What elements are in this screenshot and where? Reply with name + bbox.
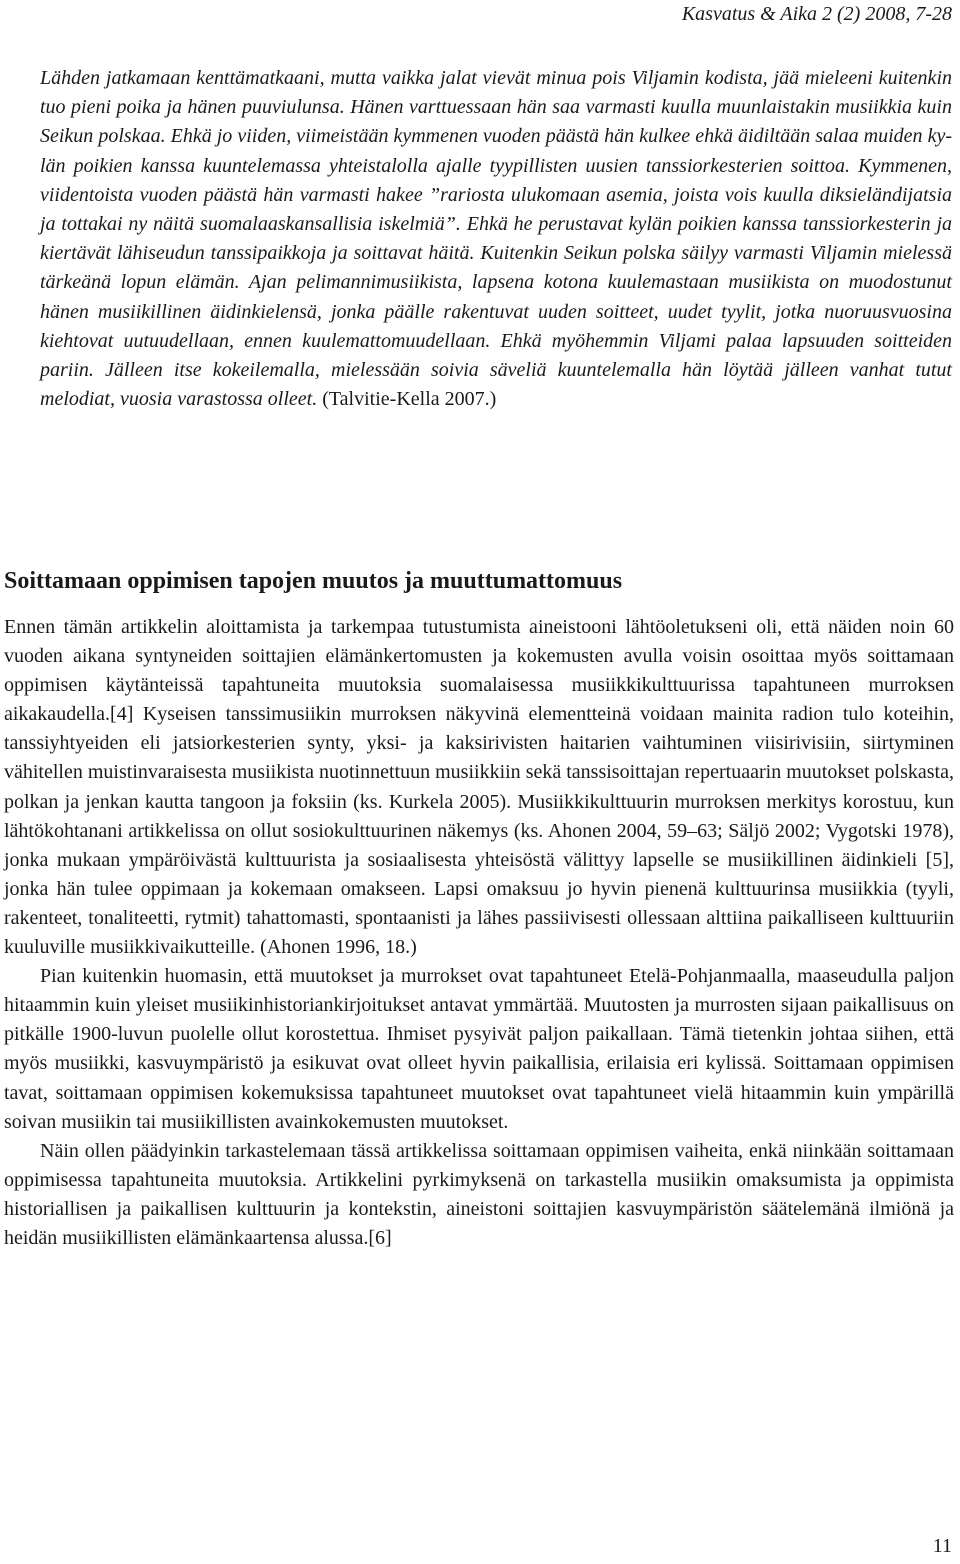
running-header: Kasvatus & Aika 2 (2) 2008, 7-28 — [681, 3, 952, 25]
page-number: 11 — [932, 1535, 952, 1557]
quote-text: Lähden jatkamaan kenttämatkaani, mutta vaikka jalat vievät minua pois Viljamin kodista, jää mieleeni kuitenkin tuo pieni poika ja hänen puuviulunsa. Hänen varttuessaan hän saa varmasti kuulla muunlaistakin musiikkia kuin Seikun polskaa. Ehkä jo viiden, viimeistään kymmenen vuoden päästä hän kulkee ehkä äidiltään salaa muiden kylän poikien kanssa kuuntelemassa yhteistalolla ajalle tyypillisten uusien tanssiorkesterien soittoa. Kymmenen, viidentoista vuoden päästä hän varmasti hakee ”rariosta ulukomaan asemia, joista vois kuulla diksieländijatsia ja tottakai ny näitä suomalaaskansallisia iskelmiä”. Ehkä he perustavat kylän poikien kanssa tanssiorkesterin ja kiertävät lähiseudun tanssipaikkoja ja soittavat häitä. Kuitenkin Seikun polska säilyy varmasti Viljamin mielessä tärkeänä lopun elämän. Ajan pelimannimusiikista, lapsena kotona kuulemastaan musiikista on muodostunut hänen musiikillinen äidinkielensä, jonka päälle rakentuvat uuden soitteet, uudet tyylit, jotka nuoruusvuosina kiehtovat uutuudellaan, ennen kuulemattomuudellaan. Ehkä myöhemmin Viljami palaa lapsuuden soitteiden pariin. Jälleen itse kokeilemalla, mielessään soivia säveliä kuuntelemalla hän löytää jälleen vanhat tutut melodiat, vuosia varastossa olleet. — [40, 67, 952, 411]
paragraph-2: Pian kuitenkin huomasin, että muutokset ja murrokset ovat tapahtuneet Etelä-Pohjanmaalla, maaseudulla paljon hitaammin kuin yleiset musiikinhistoriankirjoitukset antavat ymmärtää. Muutosten ja murrosten sijaan paikallisuus on pitkälle 1900-luvun puolelle ollut korostettua. Ihmiset pysyivät paljon paikallaan. Tämä tietenkin johtaa siihen, että myös musiikki, kasvuympäristö ja esikuvat ovat olleet hyvin paikallisia, erilaisia eri kylissä. Soittamaan oppimisen tavat, soittamaan oppimisen kokemuksissa tapahtuneet muutokset ovat tapahtuneet vielä hitaammin kuin ympärillä soivan musiikin tai musiikillisten avainkokemusten muutokset. — [4, 965, 954, 1133]
section-heading: Soittamaan oppimisen tapojen muutos ja muuttumattomuus — [4, 568, 623, 594]
block-quote — [40, 64, 952, 414]
body-text — [4, 613, 954, 1253]
paragraph-3: Näin ollen päädyinkin tarkastelemaan tässä artikkelissa soittamaan oppimisen vaiheita, enkä niinkään soittamaan oppimisessa tapahtuneita muutoksia. Artikkelini pyrkimyksenä on tarkastella musiikin omaksumista ja oppimista historiallisen ja paikallisen kulttuurin ja kontekstin, aineistoni soittajien kasvuympäristön säätelemänä ilmiönä ja heidän musiikillisten elämänkaartensa alussa.[6] — [4, 1139, 954, 1249]
quote-citation: (Talvitie-Kella 2007.) — [322, 388, 497, 411]
paragraph-1: Ennen tämän artikkelin aloittamista ja tarkempaa tutustumista aineistooni lähtöoletukseni oli, että näiden noin 60 vuoden aikana syntyneiden soittajien elämänkertomusten ja kokemusten avulla voisin osoittaa myös soittamaan oppimisen käytänteissä tapahtuneita muutoksia suomalaisessa musiikkikulttuurissa tapahtuneen murroksen aikakaudella.[4] Kyseisen tanssimusiikin murroksen näkyvinä elementteinä voidaan mainita radion tulo koteihin, tanssiyhtyeiden eli jatsiorkesterien synty, yksi- ja kaksirivisten haitarien vaihtuminen viisirivisiin, siirtyminen vähitellen muistinvaraisesta musiikista nuotinnettuun musiikkiin sekä tanssisoittajan repertuaarin muutokset polskasta, polkan ja jenkan kautta tangoon ja foksiin (ks. Kurkela 2005). Musiikkikulttuurin murroksen merkitys korostuu, kun lähtökohtanani artikkelissa on ollut sosiokulttuurinen näkemys (ks. Ahonen 2004, 59–63; Säljö 2002; Vygotski 1978), jonka mukaan ympäröivästä kulttuurista ja sosiaalisesta yhteisöstä välittyy lapselle se musiikillinen äidinkieli [5], jonka hän tulee oppimaan ja kokemaan omakseen. Lapsi omaksuu jo hyvin pienenä kulttuurinsa musiikkia (tyyli, rakenteet, tonaliteetti, rytmit) tahattomasti, spontaanisti ja lähes passiivisesti ollessaan alttiina paikalliseen kulttuuriin kuuluville musiikkivaikutteille. (Ahonen 1996, 18.) — [4, 616, 954, 959]
